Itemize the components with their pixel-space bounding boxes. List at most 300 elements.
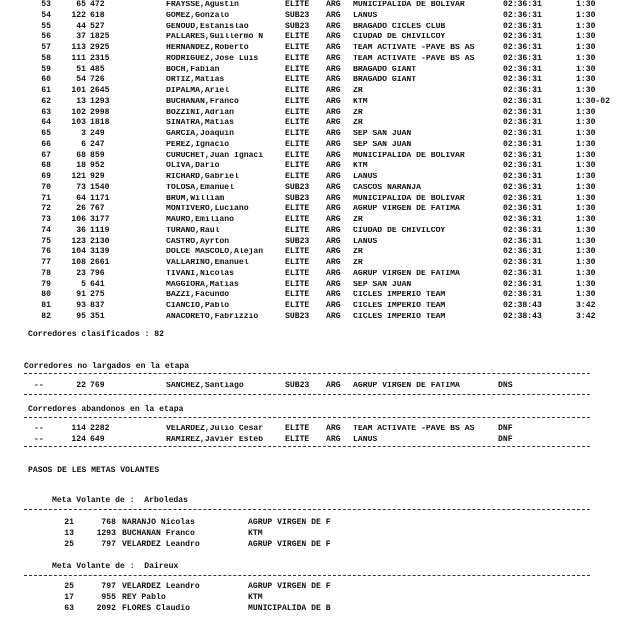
result-position: 60 — [41, 75, 51, 85]
result-position: 78 — [41, 268, 51, 278]
result-team: CIUDAD DE CHIVILCOY — [353, 226, 446, 235]
result-nationality: ARG — [326, 161, 341, 171]
row-marker: -- — [34, 434, 44, 444]
result-category: ELITE — [285, 0, 310, 9]
result-license: 2925 — [90, 43, 110, 52]
sprint-team: AGRUP VIRGEN DE F — [248, 582, 331, 591]
result-gap: 1:30 — [576, 75, 596, 85]
result-nationality: ARG — [326, 32, 341, 42]
sprint-position: 13 — [64, 528, 74, 538]
result-position: 53 — [41, 0, 51, 9]
result-gap: 1:30 — [576, 172, 596, 181]
result-time: 02:36:31 — [503, 225, 542, 235]
result-position: 65 — [41, 129, 51, 138]
result-category: ELITE — [285, 43, 310, 52]
result-position: 55 — [41, 21, 51, 31]
divider — [24, 575, 590, 576]
result-gap: 1:30 — [576, 204, 596, 214]
result-bib: 3 — [81, 129, 86, 138]
result-time: 02:38:43 — [503, 301, 542, 310]
result-category: ELITE — [285, 258, 310, 267]
dnf-title: Corredores abandonos en la etapa — [28, 405, 184, 414]
result-category: SUB23 — [285, 193, 310, 203]
rider-license: 769 — [90, 381, 105, 390]
result-rider-name: GOMEZ,Gonzalo — [166, 11, 230, 20]
rider-status: DNF — [498, 424, 513, 433]
result-nationality: ARG — [326, 247, 341, 257]
rider-license: 2282 — [90, 424, 110, 433]
sprint-position: 63 — [64, 603, 74, 613]
result-bib: 121 — [71, 172, 86, 181]
sprint-position: 17 — [64, 592, 74, 602]
result-category: ELITE — [285, 247, 310, 257]
result-bib: 103 — [71, 118, 86, 128]
result-time: 02:38:43 — [503, 311, 542, 321]
result-bib: 106 — [71, 215, 86, 224]
result-nationality: ARG — [326, 193, 341, 203]
result-gap: 1:30 — [576, 161, 596, 171]
result-gap: 1:30 — [576, 21, 596, 31]
result-gap: 1:30 — [576, 129, 596, 138]
result-bib: 123 — [71, 236, 86, 246]
result-rider-name: PALLARES,Guillermo N — [166, 33, 264, 42]
result-gap: 1:30 — [576, 43, 596, 52]
result-rider-name: ANACORETO,Fabrizzio — [166, 312, 259, 321]
result-bib: 36 — [76, 225, 86, 235]
result-rider-name: DIPALMA,Ariel — [166, 87, 230, 95]
result-nationality: ARG — [326, 10, 341, 20]
result-rider-name: MONTIVERO,Luciano — [166, 205, 249, 214]
result-rider-name: BUCHANAN,Franco — [166, 97, 239, 106]
result-bib: 64 — [76, 193, 86, 203]
result-rider-name: TURANO,Raul — [166, 226, 220, 235]
result-license: 527 — [90, 21, 105, 31]
result-position: 81 — [41, 301, 51, 310]
sprint-team: AGRUP VIRGEN DE F — [248, 518, 331, 527]
result-nationality: ARG — [326, 0, 341, 9]
result-team: CASCOS NARANJA — [353, 183, 421, 192]
result-team: BRAGADO GIANT — [353, 76, 417, 85]
result-license: 1171 — [90, 193, 110, 203]
result-team: ZR — [353, 259, 363, 267]
result-rider-name: PEREZ,Ignacio — [166, 140, 230, 149]
result-team: ZR — [353, 87, 363, 95]
result-category: ELITE — [285, 139, 310, 149]
result-nationality: ARG — [326, 129, 341, 138]
result-position: 66 — [41, 139, 51, 149]
result-license: 2130 — [90, 236, 110, 246]
result-gap: 1:30 — [576, 290, 596, 300]
result-license: 249 — [90, 129, 105, 138]
result-nationality: ARG — [326, 53, 341, 63]
sprint-license: 768 — [101, 518, 116, 527]
result-team: CIUDAD DE CHIVILCOY — [353, 33, 446, 42]
result-time: 02:36:31 — [503, 258, 542, 267]
result-rider-name: BRUM,William — [166, 194, 225, 203]
result-category: ELITE — [285, 150, 310, 160]
result-license: 1293 — [90, 96, 110, 106]
result-time: 02:36:31 — [503, 247, 542, 257]
result-time: 02:36:31 — [503, 236, 542, 246]
sprint-position: 25 — [64, 582, 74, 591]
result-bib: 65 — [76, 0, 86, 9]
row-marker: -- — [34, 424, 44, 433]
result-rider-name: GARCIA,Joaquin — [166, 130, 234, 138]
result-bib: 91 — [76, 290, 86, 300]
result-team: TEAM ACTIVATE -PAVE BS AS — [353, 44, 475, 52]
result-rider-name: OLIVA,Dario — [166, 162, 220, 171]
result-category: SUB23 — [285, 182, 310, 192]
rider-nationality: ARG — [326, 434, 341, 444]
result-category: ELITE — [285, 129, 310, 138]
result-nationality: ARG — [326, 182, 341, 192]
result-nationality: ARG — [326, 96, 341, 106]
result-nationality: ARG — [326, 86, 341, 95]
result-category: ELITE — [285, 172, 310, 181]
rider-bib: 124 — [71, 434, 86, 444]
result-category: SUB23 — [285, 21, 310, 31]
result-team: ZR — [353, 248, 363, 257]
result-gap: 1:30 — [576, 247, 596, 257]
result-position: 77 — [41, 258, 51, 267]
result-team: ZR — [353, 119, 363, 128]
rider-name: VELARDEZ,Julio Cesar — [166, 425, 264, 433]
result-bib: 102 — [71, 107, 86, 117]
result-category: ELITE — [285, 301, 310, 310]
result-position: 74 — [41, 225, 51, 235]
result-time: 02:36:31 — [503, 21, 542, 31]
rider-nationality: ARG — [326, 424, 341, 433]
result-team: MUNICIPALIDA DE BOLIVAR — [353, 1, 465, 9]
result-license: 351 — [90, 311, 105, 321]
result-bib: 68 — [76, 150, 86, 160]
result-time: 02:36:31 — [503, 215, 542, 224]
result-gap: 1:30 — [576, 258, 596, 267]
result-license: 3139 — [90, 247, 110, 257]
result-position: 73 — [41, 215, 51, 224]
classified-count: Corredores clasificados : 82 — [28, 330, 164, 339]
result-time: 02:36:31 — [503, 150, 542, 160]
result-bib: 101 — [71, 86, 86, 95]
result-bib: 122 — [71, 10, 86, 20]
result-team: ZR — [353, 108, 363, 117]
result-position: 54 — [41, 10, 51, 20]
sprint-title: Meta Volante de : Arboledas — [52, 496, 188, 505]
rider-status: DNS — [498, 381, 513, 390]
row-marker: -- — [34, 381, 44, 390]
result-category: ELITE — [285, 161, 310, 171]
result-position: 64 — [41, 118, 51, 128]
result-time: 02:36:31 — [503, 10, 542, 20]
result-bib: 5 — [81, 279, 86, 289]
result-rider-name: MAURO,Emiliano — [166, 216, 234, 224]
divider — [24, 394, 590, 395]
result-position: 56 — [41, 32, 51, 42]
divider — [24, 509, 590, 510]
result-gap: 1:30 — [576, 215, 596, 224]
result-gap: 1:30-02 — [576, 96, 610, 106]
rider-nationality: ARG — [326, 381, 341, 390]
result-category: ELITE — [285, 64, 310, 74]
rider-name: SANCHEZ,Santiago — [166, 382, 244, 390]
result-gap: 1:30 — [576, 150, 596, 160]
result-category: ELITE — [285, 268, 310, 278]
result-license: 2998 — [90, 107, 110, 117]
sprint-rider-name: FLORES Claudio — [122, 603, 190, 613]
result-position: 79 — [41, 279, 51, 289]
result-rider-name: BOCH,Fabian — [166, 65, 220, 74]
result-license: 1825 — [90, 32, 110, 42]
result-category: ELITE — [285, 32, 310, 42]
result-team: ZR — [353, 216, 363, 224]
rider-category: ELITE — [285, 434, 310, 444]
result-license: 952 — [90, 161, 105, 171]
result-category: SUB23 — [285, 10, 310, 20]
result-rider-name: VALLARINO,Emanuel — [166, 259, 249, 267]
result-gap: 1:30 — [576, 225, 596, 235]
sprint-title: Meta Volante de : Daireux — [52, 562, 179, 571]
result-time: 02:36:31 — [503, 193, 542, 203]
result-team: TEAM ACTIVATE -PAVE BS AS — [353, 54, 475, 63]
result-nationality: ARG — [326, 215, 341, 224]
result-time: 02:36:31 — [503, 118, 542, 128]
result-gap: 3:42 — [576, 311, 596, 321]
result-license: 859 — [90, 150, 105, 160]
result-rider-name: GENOUD,Estanislao — [166, 22, 249, 31]
rider-license: 649 — [90, 434, 105, 444]
rider-status: DNF — [498, 434, 513, 444]
result-gap: 1:30 — [576, 0, 596, 9]
result-nationality: ARG — [326, 172, 341, 181]
result-gap: 1:30 — [576, 139, 596, 149]
result-gap: 1:30 — [576, 182, 596, 192]
result-position: 70 — [41, 182, 51, 192]
result-position: 62 — [41, 96, 51, 106]
result-position: 82 — [41, 311, 51, 321]
rider-team: LANUS — [353, 435, 378, 444]
result-nationality: ARG — [326, 258, 341, 267]
result-time: 02:36:31 — [503, 107, 542, 117]
result-time: 02:36:31 — [503, 182, 542, 192]
result-license: 2315 — [90, 53, 110, 63]
result-rider-name: MAGGIORA,Matias — [166, 280, 239, 289]
result-nationality: ARG — [326, 118, 341, 128]
result-rider-name: CURUCHET,Juan Ignaci — [166, 151, 264, 160]
result-license: 472 — [90, 0, 105, 9]
result-bib: 104 — [71, 247, 86, 257]
result-license: 275 — [90, 290, 105, 300]
result-position: 68 — [41, 161, 51, 171]
result-time: 02:36:31 — [503, 172, 542, 181]
result-category: ELITE — [285, 204, 310, 214]
result-position: 76 — [41, 247, 51, 257]
result-nationality: ARG — [326, 268, 341, 278]
result-bib: 95 — [76, 311, 86, 321]
result-gap: 1:30 — [576, 279, 596, 289]
result-time: 02:36:31 — [503, 64, 542, 74]
result-gap: 1:30 — [576, 64, 596, 74]
result-nationality: ARG — [326, 204, 341, 214]
result-bib: 6 — [81, 139, 86, 149]
result-gap: 3:42 — [576, 301, 596, 310]
result-team: LANUS — [353, 11, 378, 20]
result-rider-name: DOLCE MASCOLO,Alejan — [166, 248, 264, 257]
result-time: 02:36:31 — [503, 290, 542, 300]
rider-bib: 22 — [76, 381, 86, 390]
result-rider-name: CASTRO,Ayrton — [166, 237, 230, 246]
result-team: AGRUP VIRGEN DE FATIMA — [353, 269, 460, 278]
result-category: ELITE — [285, 290, 310, 300]
result-time: 02:36:31 — [503, 129, 542, 138]
sprint-rider-name: NARANJO Nicolas — [122, 518, 195, 527]
sprint-rider-name: BUCHANAN Franco — [122, 528, 195, 538]
result-team: CICLES IMPERIO TEAM — [353, 302, 446, 310]
result-category: ELITE — [285, 215, 310, 224]
result-nationality: ARG — [326, 279, 341, 289]
result-license: 247 — [90, 139, 105, 149]
result-time: 02:36:31 — [503, 161, 542, 171]
rider-name: RAMIREZ,Javier Esteb — [166, 435, 264, 444]
result-license: 3177 — [90, 215, 110, 224]
result-license: 641 — [90, 279, 105, 289]
result-nationality: ARG — [326, 311, 341, 321]
sprint-rider-name: REY Pablo — [122, 592, 166, 602]
result-nationality: ARG — [326, 301, 341, 310]
sprint-license: 2092 — [96, 603, 116, 613]
result-nationality: ARG — [326, 107, 341, 117]
result-rider-name: FRAYSSE,Agustin — [166, 1, 239, 9]
result-gap: 1:30 — [576, 32, 596, 42]
result-category: ELITE — [285, 96, 310, 106]
sprint-license: 955 — [101, 592, 116, 602]
result-bib: 51 — [76, 64, 86, 74]
sprint-team: AGRUP VIRGEN DE F — [248, 539, 331, 549]
result-bib: 108 — [71, 258, 86, 267]
result-bib: 54 — [76, 75, 86, 85]
result-nationality: ARG — [326, 236, 341, 246]
result-rider-name: RODRIGUEZ,Jose Luis — [166, 54, 259, 63]
result-position: 75 — [41, 236, 51, 246]
divider — [24, 446, 590, 447]
result-rider-name: BOZZINI,Adrian — [166, 108, 234, 117]
result-gap: 1:30 — [576, 193, 596, 203]
sprint-team: KTM — [248, 592, 263, 602]
result-license: 796 — [90, 268, 105, 278]
result-license: 1540 — [90, 182, 110, 192]
result-nationality: ARG — [326, 139, 341, 149]
result-team: LANUS — [353, 237, 378, 246]
rider-team: TEAM ACTIVATE -PAVE BS AS — [353, 425, 475, 433]
result-team: BRAGADO CICLES CLUB — [353, 22, 446, 31]
sprint-license: 797 — [101, 539, 116, 549]
sprint-license: 797 — [101, 582, 116, 591]
result-license: 2645 — [90, 86, 110, 95]
result-rider-name: CIANCIO,Pablo — [166, 302, 230, 310]
result-team: MUNICIPALIDA DE BOLIVAR — [353, 194, 465, 203]
result-category: ELITE — [285, 86, 310, 95]
result-license: 929 — [90, 172, 105, 181]
result-time: 02:36:31 — [503, 139, 542, 149]
result-time: 02:36:31 — [503, 204, 542, 214]
divider — [24, 417, 590, 418]
result-position: 59 — [41, 64, 51, 74]
result-rider-name: TIVANI,Nicolas — [166, 269, 234, 278]
result-bib: 23 — [76, 268, 86, 278]
result-bib: 13 — [76, 96, 86, 106]
result-team: KTM — [353, 97, 368, 106]
result-team: BRAGADO GIANT — [353, 65, 417, 74]
result-category: ELITE — [285, 75, 310, 85]
result-bib: 37 — [76, 32, 86, 42]
result-bib: 111 — [71, 53, 86, 63]
result-gap: 1:30 — [576, 10, 596, 20]
result-time: 02:36:31 — [503, 53, 542, 63]
result-bib: 113 — [71, 43, 86, 52]
sprints-title: PASOS DE LES METAS VOLANTES — [28, 466, 160, 475]
result-nationality: ARG — [326, 290, 341, 300]
divider — [24, 373, 590, 374]
sprint-rider-name: VELARDEZ Leandro — [122, 539, 200, 549]
rider-bib: 114 — [71, 424, 86, 433]
result-position: 57 — [41, 43, 51, 52]
result-time: 02:36:31 — [503, 268, 542, 278]
result-bib: 18 — [76, 161, 86, 171]
result-gap: 1:30 — [576, 118, 596, 128]
result-gap: 1:30 — [576, 53, 596, 63]
result-team: CICLES IMPERIO TEAM — [353, 312, 446, 321]
result-position: 69 — [41, 172, 51, 181]
result-bib: 93 — [76, 301, 86, 310]
result-category: ELITE — [285, 107, 310, 117]
result-time: 02:36:31 — [503, 75, 542, 85]
result-time: 02:36:31 — [503, 86, 542, 95]
result-team: KTM — [353, 162, 368, 171]
result-gap: 1:30 — [576, 268, 596, 278]
result-license: 1818 — [90, 118, 110, 128]
result-bib: 26 — [76, 204, 86, 214]
result-position: 63 — [41, 107, 51, 117]
result-team: AGRUP VIRGEN DE FATIMA — [353, 205, 460, 214]
result-rider-name: ORTIZ,Matias — [166, 76, 225, 85]
result-category: SUB23 — [285, 311, 310, 321]
result-nationality: ARG — [326, 225, 341, 235]
result-category: ELITE — [285, 279, 310, 289]
result-category: ELITE — [285, 118, 310, 128]
dns-title: Corredores no largados en la etapa — [24, 362, 190, 371]
result-position: 58 — [41, 53, 51, 63]
result-category: ELITE — [285, 53, 310, 63]
rider-team: AGRUP VIRGEN DE FATIMA — [353, 382, 460, 390]
result-gap: 1:30 — [576, 107, 596, 117]
result-time: 02:36:31 — [503, 43, 542, 52]
result-nationality: ARG — [326, 64, 341, 74]
result-rider-name: HERNANDEZ,Roberto — [166, 44, 249, 52]
result-rider-name: SINATRA,Matias — [166, 119, 234, 128]
result-rider-name: TOLOSA,Emanuel — [166, 183, 234, 192]
sprint-position: 25 — [64, 539, 74, 549]
sprint-team: KTM — [248, 528, 263, 538]
result-position: 71 — [41, 193, 51, 203]
result-license: 767 — [90, 204, 105, 214]
result-position: 61 — [41, 86, 51, 95]
result-category: ELITE — [285, 225, 310, 235]
result-position: 67 — [41, 150, 51, 160]
result-gap: 1:30 — [576, 236, 596, 246]
sprint-rider-name: VELARDEZ Leandro — [122, 582, 200, 591]
result-rider-name: RICHARD,Gabriel — [166, 173, 239, 181]
result-nationality: ARG — [326, 43, 341, 52]
sprint-license: 1293 — [96, 528, 116, 538]
